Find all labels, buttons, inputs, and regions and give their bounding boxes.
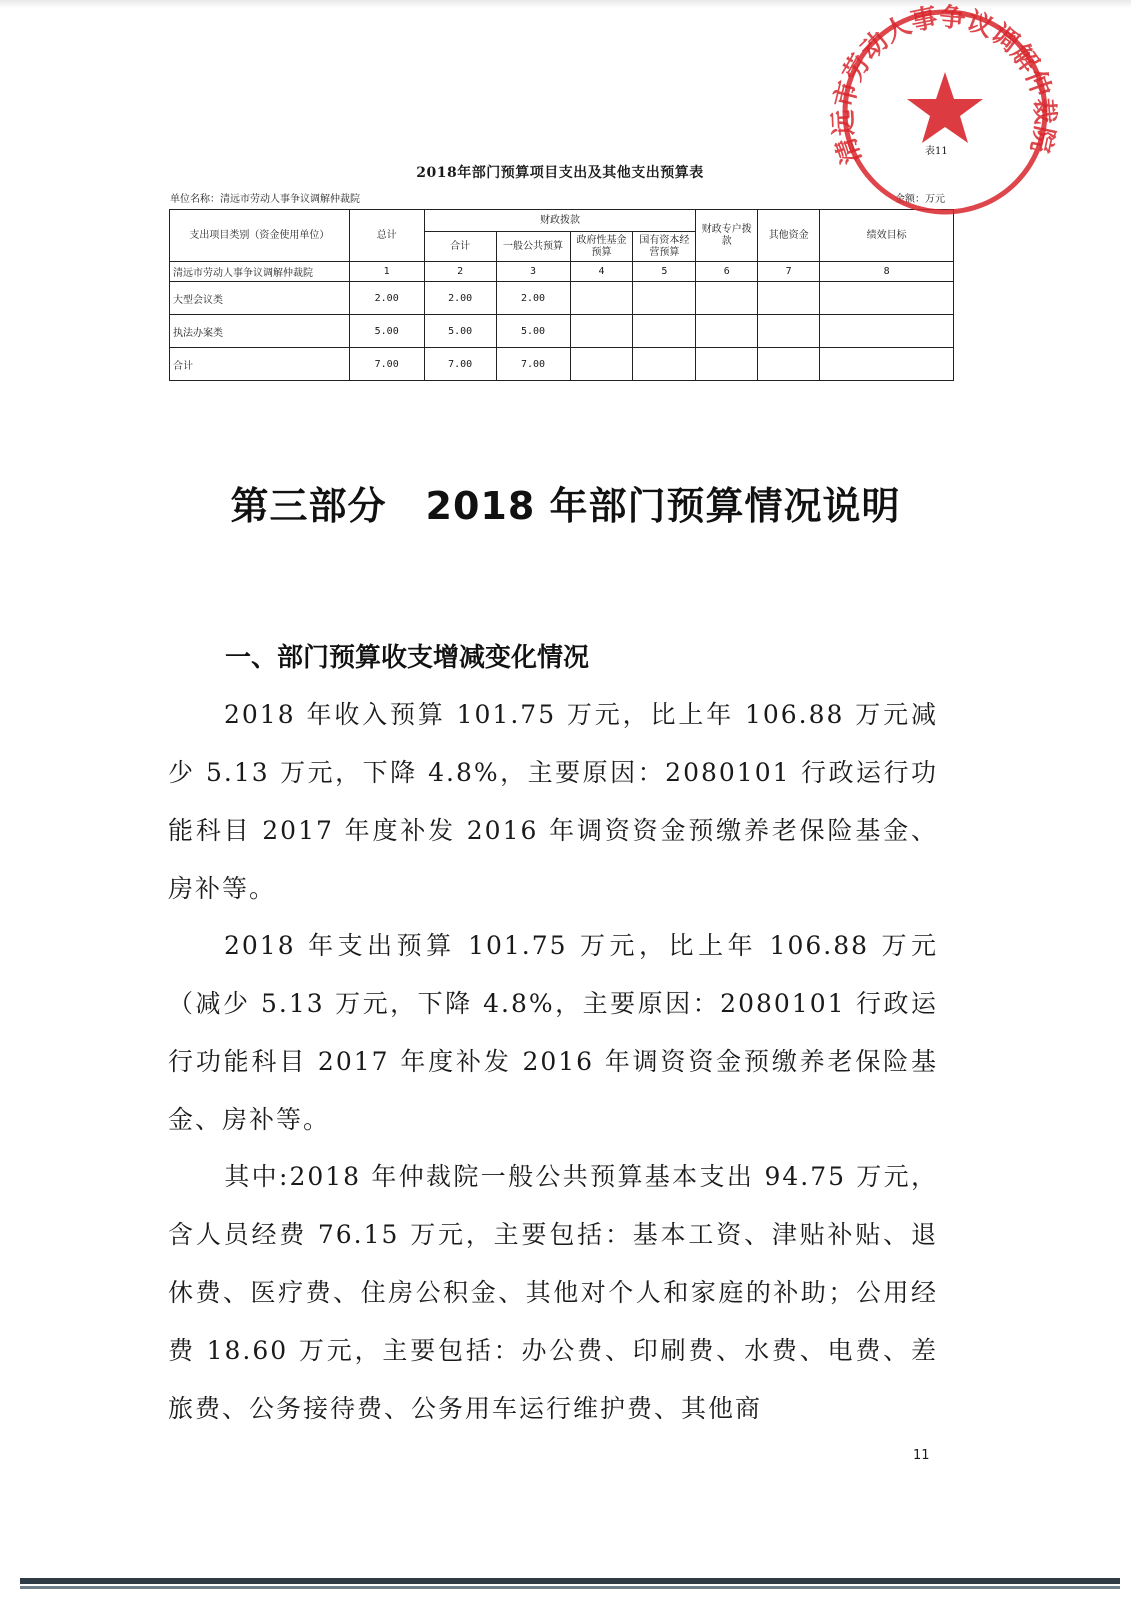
index-col: 6 bbox=[696, 262, 758, 282]
empty-cell bbox=[820, 282, 954, 315]
empty-cell bbox=[820, 348, 954, 381]
row-total: 7.00 bbox=[349, 348, 424, 381]
sub-heading: 一、部门预算收支增减变化情况 bbox=[225, 643, 590, 673]
empty-cell bbox=[570, 348, 633, 381]
header-state-capital: 国有资本经营预算 bbox=[633, 232, 696, 262]
table-index-row bbox=[170, 262, 954, 282]
index-col: 3 bbox=[496, 262, 570, 282]
empty-cell bbox=[820, 315, 954, 348]
header-fiscal: 财政拨款 bbox=[424, 210, 696, 232]
header-general: 一般公共预算 bbox=[496, 232, 570, 262]
paragraph bbox=[168, 917, 938, 1149]
paragraph-text: 2018 年支出预算 101.75 万元，比上年 106.88 万元（减少 5.13 万元，下降 4.8%，主要原因：2080101 行政运行功能科目 2017 年度补发 2016 年调资资金预缴养老保险基金、房补等。 bbox=[168, 931, 938, 1134]
amount-unit-label: 金额：万元 bbox=[895, 194, 945, 205]
page-number: 11 bbox=[913, 1448, 930, 1463]
header-gov-fund: 政府性基金预算 bbox=[570, 232, 633, 262]
official-seal-stamp bbox=[820, 0, 1070, 225]
row-general: 2.00 bbox=[496, 282, 570, 315]
table-row bbox=[170, 315, 954, 348]
scan-edge-bottom-line bbox=[20, 1586, 1120, 1589]
section-heading: 第三部分 2018 年部门预算情况说明 bbox=[230, 484, 901, 528]
row-subtotal: 5.00 bbox=[424, 315, 496, 348]
empty-cell bbox=[696, 348, 758, 381]
table-row-total bbox=[170, 348, 954, 381]
header-other: 其他资金 bbox=[758, 210, 820, 262]
index-col: 1 bbox=[349, 262, 424, 282]
empty-cell bbox=[633, 282, 696, 315]
row-general: 7.00 bbox=[496, 348, 570, 381]
empty-cell bbox=[758, 315, 820, 348]
table-row bbox=[170, 282, 954, 315]
paragraph-text: 2018 年收入预算 101.75 万元，比上年 106.88 万元减少 5.13 万元，下降 4.8%，主要原因：2080101 行政运行功能科目 2017 年度补发 2016 年调资资金预缴养老保险基金、房补等。 bbox=[168, 700, 938, 903]
index-col: 4 bbox=[570, 262, 633, 282]
row-total: 5.00 bbox=[349, 315, 424, 348]
empty-cell bbox=[758, 282, 820, 315]
empty-cell bbox=[570, 315, 633, 348]
index-row-name: 清远市劳动人事争议调解仲裁院 bbox=[170, 262, 350, 282]
paragraph bbox=[168, 1148, 938, 1438]
empty-cell bbox=[696, 282, 758, 315]
header-subtotal: 合计 bbox=[424, 232, 496, 262]
paragraph-text: 其中:2018 年仲裁院一般公共预算基本支出 94.75 万元，含人员经费 76.15 万元，主要包括：基本工资、津贴补贴、退休费、医疗费、住房公积金、其他对个人和家庭的补助；公用经费 18.60 万元，主要包括：办公费、印刷费、水费、电费、差旅费、公务接待费、公务用车运行维护费、其他商 bbox=[168, 1162, 938, 1423]
index-col: 2 bbox=[424, 262, 496, 282]
seal-text: 清远市劳动人事争议调解仲裁院 bbox=[828, 2, 1060, 168]
row-subtotal: 2.00 bbox=[424, 282, 496, 315]
budget-table bbox=[169, 209, 954, 381]
row-subtotal: 7.00 bbox=[424, 348, 496, 381]
unit-name-label: 单位名称：清远市劳动人事争议调解仲裁院 bbox=[170, 194, 360, 205]
paragraph bbox=[168, 686, 938, 918]
table-title: 2018年部门预算项目支出及其他支出预算表 bbox=[416, 165, 704, 181]
header-expense-category: 支出项目类别（资金使用单位） bbox=[170, 210, 350, 262]
row-general: 5.00 bbox=[496, 315, 570, 348]
header-special: 财政专户拨款 bbox=[696, 210, 758, 262]
row-name: 合计 bbox=[170, 348, 350, 381]
header-total: 总计 bbox=[349, 210, 424, 262]
empty-cell bbox=[758, 348, 820, 381]
empty-cell bbox=[633, 348, 696, 381]
row-name: 大型会议类 bbox=[170, 282, 350, 315]
index-col: 8 bbox=[820, 262, 954, 282]
row-total: 2.00 bbox=[349, 282, 424, 315]
row-name: 执法办案类 bbox=[170, 315, 350, 348]
empty-cell bbox=[570, 282, 633, 315]
empty-cell bbox=[633, 315, 696, 348]
scan-edge-bottom bbox=[20, 1578, 1120, 1584]
empty-cell bbox=[696, 315, 758, 348]
index-col: 7 bbox=[758, 262, 820, 282]
index-col: 5 bbox=[633, 262, 696, 282]
table-number: 表11 bbox=[925, 146, 948, 157]
header-performance: 绩效目标 bbox=[820, 210, 954, 262]
seal-star-icon bbox=[907, 72, 983, 143]
